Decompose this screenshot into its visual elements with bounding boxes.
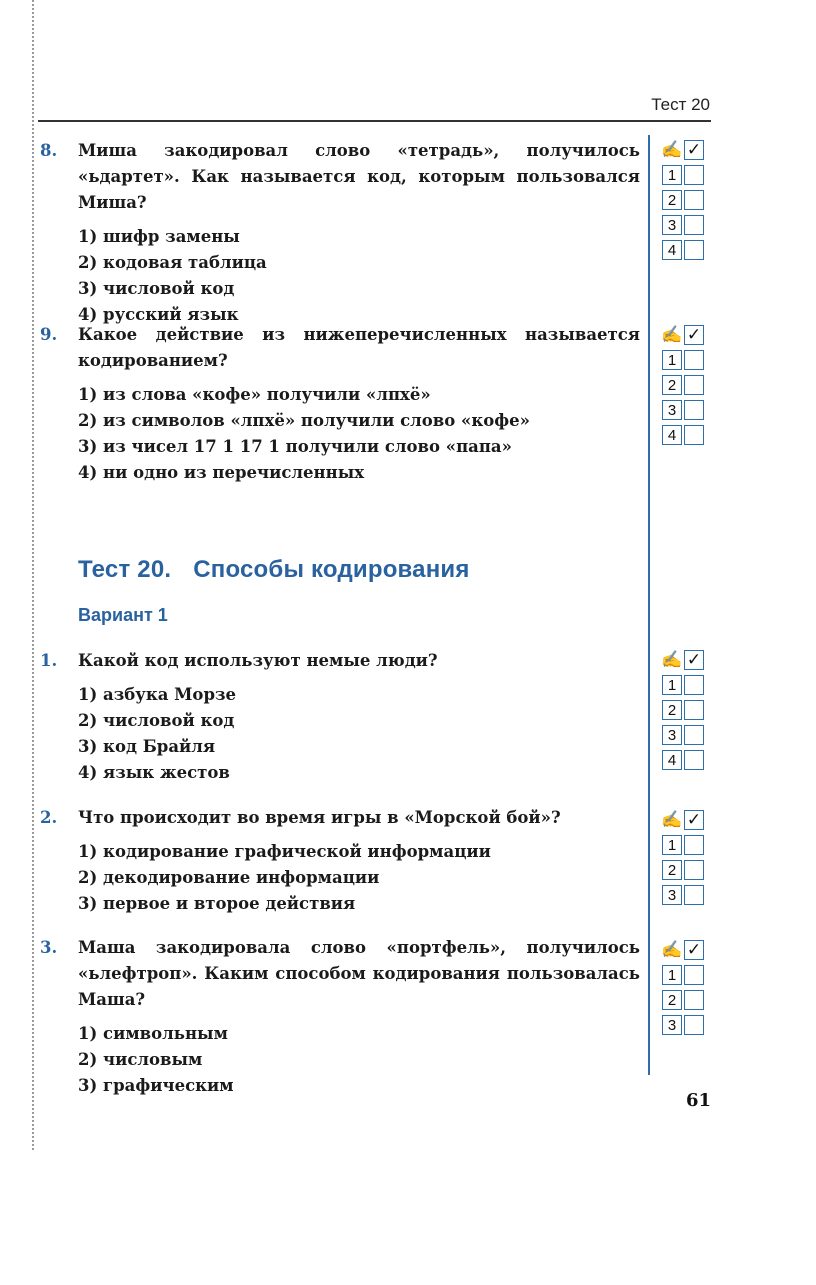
question-2 [40,805,640,917]
answer-number: 1 [662,165,682,185]
answer-number: 3 [662,725,682,745]
margin-dotted-line [32,0,34,1150]
answer-checkbox[interactable] [684,835,704,855]
section-title [78,556,470,584]
answer-checkbox[interactable] [684,425,704,445]
pen-icon: ✍ [661,325,683,344]
answer-number: 4 [662,425,682,445]
pen-icon: ✍ [661,140,683,159]
answer-number: 2 [662,990,682,1010]
question-text: Какое действие из нижеперечисленных называется кодированием? [78,325,640,370]
pen-icon: ✍ [661,650,683,669]
answer-number: 4 [662,750,682,770]
answer-number: 3 [662,215,682,235]
option: 1) азбука Морзе [78,685,237,704]
answer-column-rule [648,135,650,1075]
answer-grid-q9 [662,325,704,450]
answer-number: 3 [662,885,682,905]
question-1 [40,648,640,786]
question-text: Что происходит во время игры в «Морской бой»? [78,808,561,827]
check-icon: ✓ [684,650,704,670]
answer-number: 1 [662,835,682,855]
option: 2) декодирование информации [78,868,380,887]
answer-number: 1 [662,675,682,695]
question-8 [40,138,640,328]
option: 4) русский язык [78,305,239,324]
options-list [40,382,640,486]
answer-checkbox[interactable] [684,215,704,235]
option: 2) из символов «лпхё» получили слово «кофе» [78,411,530,430]
answer-checkbox[interactable] [684,400,704,420]
option: 2) кодовая таблица [78,253,267,272]
option: 2) числовой код [78,711,235,730]
options-list [40,839,640,917]
answer-checkbox[interactable] [684,350,704,370]
answer-checkbox[interactable] [684,885,704,905]
answer-checkbox[interactable] [684,190,704,210]
answer-number: 3 [662,400,682,420]
answer-checkbox[interactable] [684,700,704,720]
check-icon: ✓ [684,810,704,830]
option: 3) графическим [78,1076,234,1095]
question-text: Маша закодировала слово «портфель», получилось «ьлефтроп». Каким способом кодирования пользовалась Маша? [78,938,640,1009]
running-header: Тест 20 [651,95,710,114]
check-icon: ✓ [684,140,704,160]
answer-checkbox[interactable] [684,165,704,185]
options-list [40,1021,640,1099]
option: 4) ни одно из перечисленных [78,463,365,482]
check-icon: ✓ [684,325,704,345]
option: 1) символьным [78,1024,228,1043]
pen-icon: ✍ [661,940,683,959]
question-number: 1. [40,651,58,670]
answer-number: 1 [662,350,682,370]
answer-grid-q1 [662,650,704,775]
answer-number: 3 [662,1015,682,1035]
section-title-label: Тест 20. [78,556,172,583]
section-title-name: Способы кодирования [193,556,470,583]
option: 3) из чисел 17 1 17 1 получили слово «папа» [78,437,512,456]
check-icon: ✓ [684,940,704,960]
answer-number: 2 [662,190,682,210]
question-text: Какой код используют немые люди? [78,651,438,670]
question-number: 2. [40,808,58,827]
answer-checkbox[interactable] [684,860,704,880]
answer-grid-q8 [662,140,704,265]
answer-number: 1 [662,965,682,985]
answer-grid-q3 [662,940,704,1040]
option: 1) кодирование графической информации [78,842,491,861]
answer-checkbox[interactable] [684,240,704,260]
answer-checkbox[interactable] [684,375,704,395]
option: 2) числовым [78,1050,203,1069]
options-list [40,224,640,328]
answer-number: 4 [662,240,682,260]
option: 3) первое и второе действия [78,894,356,913]
option: 4) язык жестов [78,763,230,782]
variant-heading: Вариант 1 [78,605,168,625]
question-3 [40,935,640,1099]
question-number: 8. [40,141,58,160]
question-9 [40,322,640,486]
answer-checkbox[interactable] [684,675,704,695]
answer-checkbox[interactable] [684,965,704,985]
page-number: 61 [686,1090,712,1111]
option: 3) числовой код [78,279,235,298]
question-number: 9. [40,325,58,344]
answer-checkbox[interactable] [684,750,704,770]
header-rule [38,120,711,122]
answer-number: 2 [662,860,682,880]
answer-checkbox[interactable] [684,990,704,1010]
answer-number: 2 [662,700,682,720]
question-text: Миша закодировал слово «тетрадь», получилось «ьдартет». Как называется код, которым пользовался Миша? [78,141,640,212]
answer-checkbox[interactable] [684,1015,704,1035]
question-number: 3. [40,938,58,957]
options-list [40,682,640,786]
pen-icon: ✍ [661,810,683,829]
answer-checkbox[interactable] [684,725,704,745]
option: 1) из слова «кофе» получили «лпхё» [78,385,431,404]
answer-grid-q2 [662,810,704,910]
answer-number: 2 [662,375,682,395]
option: 3) код Брайля [78,737,216,756]
option: 1) шифр замены [78,227,240,246]
